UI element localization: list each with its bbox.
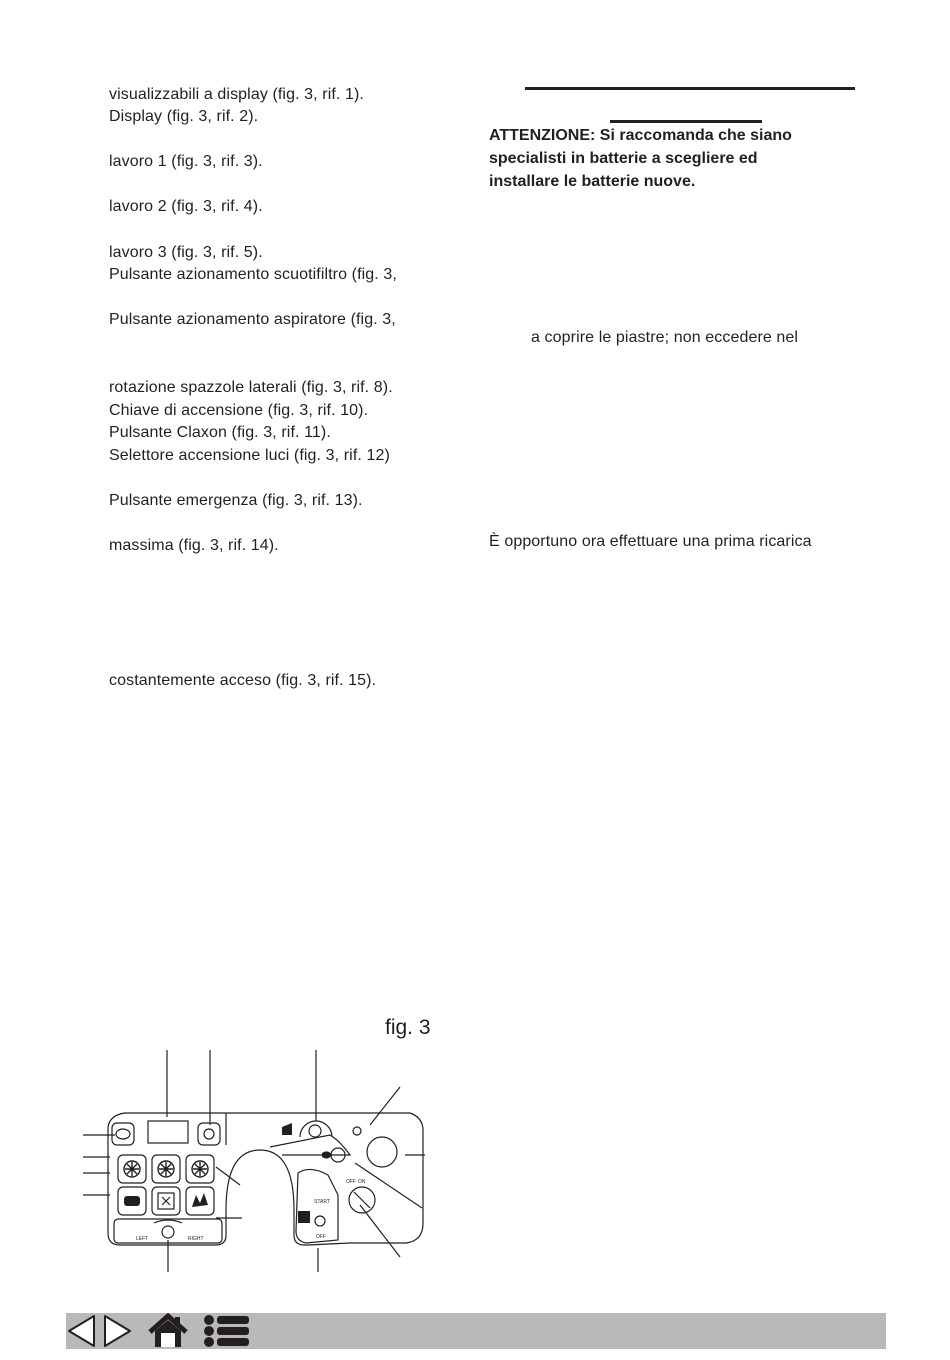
left-line-5: lavoro 3 (fig. 3, rif. 5). <box>109 244 263 261</box>
left-line-4: lavoro 2 (fig. 3, rif. 4). <box>109 198 263 215</box>
left-line-3: lavoro 1 (fig. 3, rif. 3). <box>109 153 263 170</box>
contents-button[interactable] <box>200 1313 252 1349</box>
left-line-6: Pulsante azionamento scuotifiltro (fig. 3, <box>109 266 397 283</box>
contents-list-icon <box>200 1313 252 1349</box>
next-page-icon <box>101 1313 133 1349</box>
battery-warning <box>489 124 792 193</box>
label-off: OFF <box>316 1234 326 1240</box>
home-button[interactable] <box>146 1313 190 1349</box>
subheading-rule <box>610 120 762 123</box>
heading-rule <box>525 87 855 90</box>
warning-line-1: ATTENZIONE: Si raccomanda che siano <box>489 127 792 144</box>
previous-page-button[interactable] <box>66 1313 98 1349</box>
label-left: LEFT <box>136 1236 149 1242</box>
home-icon <box>146 1313 190 1349</box>
right-line-plates: a coprire le piastre; non eccedere nel <box>531 329 799 346</box>
left-line-10: Pulsante Claxon (fig. 3, rif. 11). <box>109 424 331 441</box>
left-line-7: Pulsante azionamento aspiratore (fig. 3, <box>109 311 396 328</box>
next-page-button[interactable] <box>101 1313 133 1349</box>
left-line-8: rotazione spazzole laterali (fig. 3, rif. 8). <box>109 379 393 396</box>
warning-line-2: specialisti in batterie a scegliere ed <box>489 150 758 167</box>
label-key-off: OFF <box>346 1179 356 1185</box>
label-key-on: ON <box>358 1179 366 1185</box>
right-line-charge: È opportuno ora effettuare una prima ricarica <box>489 533 812 550</box>
warning-line-3: installare le batterie nuove. <box>489 173 696 190</box>
label-start: START <box>314 1199 330 1205</box>
previous-page-icon <box>66 1313 98 1349</box>
figure-caption: fig. 3 <box>385 1016 431 1039</box>
left-line-12: Pulsante emergenza (fig. 3, rif. 13). <box>109 492 363 509</box>
left-line-11: Selettore accensione luci (fig. 3, rif. 12) <box>109 447 390 464</box>
left-line-9: Chiave di accensione (fig. 3, rif. 10). <box>109 402 369 419</box>
left-line-14: costantemente acceso (fig. 3, rif. 15). <box>109 672 377 689</box>
left-line-13: massima (fig. 3, rif. 14). <box>109 537 279 554</box>
control-panel-drawing <box>70 1045 440 1275</box>
label-right: RIGHT <box>188 1236 204 1242</box>
left-line-1: visualizzabili a display (fig. 3, rif. 1). <box>109 86 364 103</box>
control-panel-figure <box>70 1045 440 1275</box>
left-line-2: Display (fig. 3, rif. 2). <box>109 108 259 125</box>
